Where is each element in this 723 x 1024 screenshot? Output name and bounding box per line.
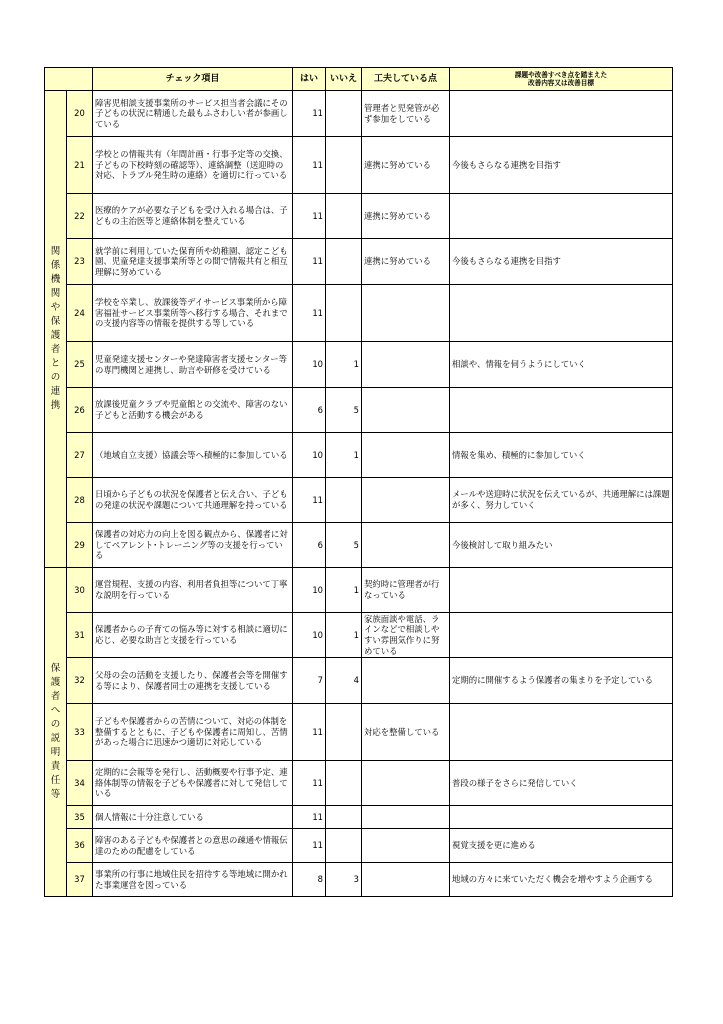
- kufu-text: [362, 342, 450, 388]
- item-number: 21: [67, 137, 93, 194]
- table-row: [45, 194, 673, 239]
- kaizen-text: 視覚支援を更に進める: [450, 829, 673, 863]
- kufu-text: [362, 388, 450, 433]
- item-number: 37: [67, 863, 93, 897]
- yes-count: 11: [293, 829, 326, 863]
- check-item-text: 保護者の対応力の向上を図る観点から、保護者に対してペアレント･トレーニング等の支援を行っている: [93, 523, 293, 568]
- no-count: [326, 806, 362, 829]
- check-item-text: 児童発達支援センターや発達障害者支援センター等の専門機関と連携し、助言や研修を受けている: [93, 342, 293, 388]
- kaizen-text: 地域の方々に来ていただく機会を増やすよう企画する: [450, 863, 673, 897]
- table-row: [45, 433, 673, 478]
- check-item-text: 就学前に利用していた保育所や幼稚園、認定こども園、児童発達支援事業所等との間で情報共有と相互理解に努めている: [93, 239, 293, 285]
- kaizen-text: メールや送迎時に状況を伝えているが、共通理解には課題が多く、努力していく: [450, 478, 673, 523]
- item-number: 20: [67, 91, 93, 137]
- yes-count: 10: [293, 342, 326, 388]
- no-count: [326, 761, 362, 806]
- kaizen-text: [450, 194, 673, 239]
- no-count: 1: [326, 568, 362, 613]
- check-item-text: 学校を卒業し、放課後等デイサービス事業所から障害福祉サービス事業所等へ移行する場合、それまでの支援内容等の情報を提供する等している: [93, 285, 293, 342]
- table-row: [45, 523, 673, 568]
- kufu-text: [362, 478, 450, 523]
- table-row: [45, 342, 673, 388]
- kaizen-text: 今後もさらなる連携を目指す: [450, 137, 673, 194]
- kufu-text: [362, 806, 450, 829]
- table-row: [45, 704, 673, 761]
- check-item-text: 保護者からの子育ての悩み等に対する相談に適切に応じ、必要な助言と支援を行っている: [93, 613, 293, 658]
- header-kaizen-line1: 課題や改善すべき点を踏まえた: [514, 70, 608, 79]
- kaizen-text: 定期的に開催するよう保護者の集まりを予定している: [450, 658, 673, 704]
- yes-count: 8: [293, 863, 326, 897]
- no-count: [326, 704, 362, 761]
- yes-count: 11: [293, 285, 326, 342]
- item-number: 34: [67, 761, 93, 806]
- yes-count: 10: [293, 613, 326, 658]
- table-row: [45, 863, 673, 897]
- kufu-text: 対応を整備している: [362, 704, 450, 761]
- item-number: 35: [67, 806, 93, 829]
- kaizen-text: 相談や、情報を伺うようにしていく: [450, 342, 673, 388]
- yes-count: 11: [293, 194, 326, 239]
- table-row: [45, 829, 673, 863]
- table-row: [45, 568, 673, 613]
- kaizen-text: [450, 704, 673, 761]
- no-count: 1: [326, 433, 362, 478]
- kaizen-text: [450, 568, 673, 613]
- item-number: 36: [67, 829, 93, 863]
- kufu-text: 管理者と児発管が必ず参加をしている: [362, 91, 450, 137]
- header-kufu: 工夫している点: [362, 68, 450, 91]
- yes-count: 11: [293, 806, 326, 829]
- check-item-text: 父母の会の活動を支援したり、保護者会等を開催する等により、保護者同士の連携を支援している: [93, 658, 293, 704]
- kufu-text: [362, 829, 450, 863]
- check-item-text: 医療的ケアが必要な子どもを受け入れる場合は、子どもの主治医等と連絡体制を整えている: [93, 194, 293, 239]
- header-yes: はい: [293, 68, 326, 91]
- kufu-text: [362, 761, 450, 806]
- section-label-text: 関係機関や保護者との連携: [50, 246, 61, 411]
- kaizen-text: [450, 91, 673, 137]
- no-count: [326, 239, 362, 285]
- yes-count: 11: [293, 137, 326, 194]
- yes-count: 11: [293, 91, 326, 137]
- kaizen-text: 今後検討して取り組みたい: [450, 523, 673, 568]
- kufu-text: [362, 863, 450, 897]
- table-row: [45, 478, 673, 523]
- header-blank-cell: [45, 68, 93, 91]
- kaizen-text: 普段の様子をさらに発信していく: [450, 761, 673, 806]
- no-count: 1: [326, 342, 362, 388]
- check-item-text: 学校との情報共有（年間計画・行事予定等の交換、子どもの下校時刻の確認等）、連絡調整（送迎時の対応、トラブル発生時の連絡）を適切に行っている: [93, 137, 293, 194]
- table-row: [45, 658, 673, 704]
- table-row: [45, 761, 673, 806]
- no-count: [326, 478, 362, 523]
- check-item-text: 個人情報に十分注意している: [93, 806, 293, 829]
- yes-count: 10: [293, 433, 326, 478]
- item-number: 31: [67, 613, 93, 658]
- table-row: [45, 239, 673, 285]
- header-kaizen-line2: 改善内容又は改善目標: [528, 79, 594, 87]
- header-no: いいえ: [326, 68, 362, 91]
- header-check-item: チェック項目: [93, 68, 293, 91]
- table-row: [45, 137, 673, 194]
- kaizen-text: [450, 613, 673, 658]
- item-number: 32: [67, 658, 93, 704]
- yes-count: 11: [293, 239, 326, 285]
- kufu-text: 連携に努めている: [362, 137, 450, 194]
- header-row: [45, 68, 673, 91]
- kaizen-text: 今後もさらなる連携を目指す: [450, 239, 673, 285]
- no-count: 1: [326, 613, 362, 658]
- kufu-text: [362, 658, 450, 704]
- item-number: 23: [67, 239, 93, 285]
- kufu-text: [362, 285, 450, 342]
- header-kaizen: [450, 68, 673, 91]
- check-item-text: 事業所の行事に地域住民を招待する等地域に開かれた事業運営を図っている: [93, 863, 293, 897]
- yes-count: 11: [293, 478, 326, 523]
- table-row: [45, 388, 673, 433]
- yes-count: 11: [293, 704, 326, 761]
- kaizen-text: 情報を集め、積極的に参加していく: [450, 433, 673, 478]
- no-count: [326, 285, 362, 342]
- no-count: [326, 829, 362, 863]
- check-item-text: 放課後児童クラブや児童館との交流や、障害のない子どもと活動する機会がある: [93, 388, 293, 433]
- item-number: 27: [67, 433, 93, 478]
- no-count: [326, 194, 362, 239]
- check-item-text: 運営規程、支援の内容、利用者負担等について丁寧な説明を行っている: [93, 568, 293, 613]
- section-label: [45, 568, 67, 897]
- kaizen-text: [450, 285, 673, 342]
- yes-count: 7: [293, 658, 326, 704]
- no-count: 5: [326, 388, 362, 433]
- section-label-text: 保護者への説明責任等: [50, 663, 61, 800]
- check-item-text: 定期的に会報等を発行し、活動概要や行事予定、連絡体制等の情報を子どもや保護者に対して発信している: [93, 761, 293, 806]
- kufu-text: 連携に努めている: [362, 239, 450, 285]
- yes-count: 6: [293, 388, 326, 433]
- table-row: [45, 806, 673, 829]
- kufu-text: 連携に努めている: [362, 194, 450, 239]
- item-number: 24: [67, 285, 93, 342]
- section-label: [45, 91, 67, 568]
- yes-count: 10: [293, 568, 326, 613]
- table-row: [45, 285, 673, 342]
- yes-count: 11: [293, 761, 326, 806]
- kufu-text: 家族面談や電話、ラインなどで相談しやすい雰囲気作りに努めている: [362, 613, 450, 658]
- kaizen-text: [450, 806, 673, 829]
- no-count: [326, 91, 362, 137]
- item-number: 28: [67, 478, 93, 523]
- item-number: 33: [67, 704, 93, 761]
- no-count: [326, 137, 362, 194]
- check-item-text: 障害のある子どもや保護者との意思の疎通や情報伝達のための配慮をしている: [93, 829, 293, 863]
- item-number: 25: [67, 342, 93, 388]
- table-row: [45, 613, 673, 658]
- check-item-text: （地域自立支援）協議会等へ積極的に参加している: [93, 433, 293, 478]
- check-item-text: 日頃から子どもの状況を保護者と伝え合い、子どもの発達の状況や課題について共通理解を持っている: [93, 478, 293, 523]
- item-number: 22: [67, 194, 93, 239]
- check-item-text: 障害児相談支援事業所のサービス担当者会議にその子どもの状況に精通した最もふさわしい者が参画している: [93, 91, 293, 137]
- yes-count: 6: [293, 523, 326, 568]
- check-item-text: 子どもや保護者からの苦情について、対応の体制を整備するとともに、子どもや保護者に周知し、苦情があった場合に迅速かつ適切に対応している: [93, 704, 293, 761]
- kufu-text: 契約時に管理者が行なっている: [362, 568, 450, 613]
- item-number: 29: [67, 523, 93, 568]
- item-number: 26: [67, 388, 93, 433]
- kufu-text: [362, 433, 450, 478]
- kaizen-text: [450, 388, 673, 433]
- no-count: 5: [326, 523, 362, 568]
- kufu-text: [362, 523, 450, 568]
- table-row: [45, 91, 673, 137]
- no-count: 3: [326, 863, 362, 897]
- no-count: 4: [326, 658, 362, 704]
- item-number: 30: [67, 568, 93, 613]
- evaluation-table: [44, 67, 673, 897]
